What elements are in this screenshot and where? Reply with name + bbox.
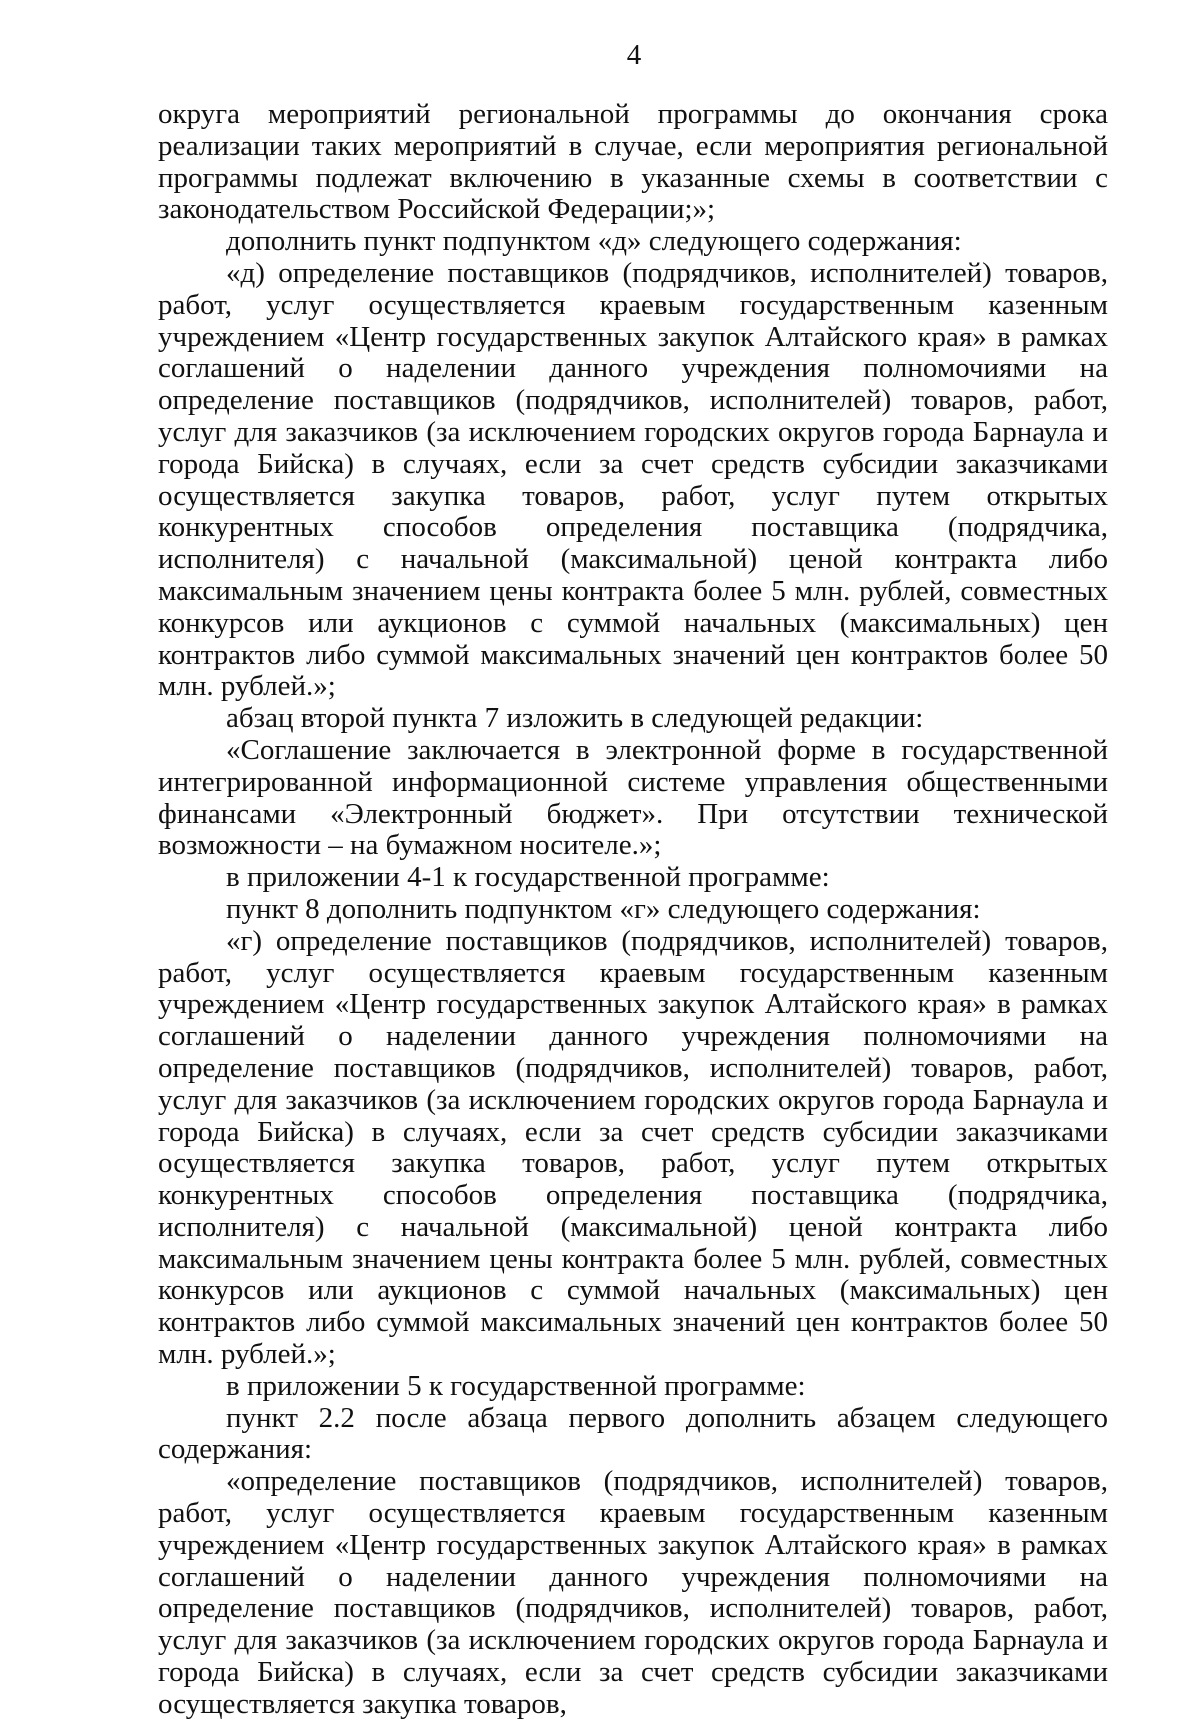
paragraph: в приложении 4-1 к государственной программе: [226, 861, 830, 894]
paragraph: абзац второй пункта 7 изложить в следующей редакции: [226, 702, 924, 735]
document-body [158, 99, 1108, 1721]
paragraph: округа мероприятий региональной программы до окончания срока реализации таких мероприятий в случае, если мероприятия региональной программы подлежат включению в указанные схемы в соответствии с законодательством Российской Федерации;»; [158, 98, 1108, 226]
paragraph: «определение поставщиков (подрядчиков, исполнителей) товаров, работ, услуг осуществляется краевым государственным казенным учреждением «Центр государственных закупок Алтайского края» в рамках соглашений о наделении данного учреждения полномочиями на определение поставщиков (подрядчиков, исполнителей) товаров, работ, услуг для заказчиков (за исключением городских округов города Барнаула и города Бийска) в случаях, если за счет средств субсидии заказчиками осуществляется закупка товаров, [158, 1465, 1108, 1720]
paragraph: «г) определение поставщиков (подрядчиков, исполнителей) товаров, работ, услуг осуществляется краевым государственным казенным учреждением «Центр государственных закупок Алтайского края» в рамках соглашений о наделении данного учреждения полномочиями на определение поставщиков (подрядчиков, исполнителей) товаров, работ, услуг для заказчиков (за исключением городских округов города Барнаула и города Бийска) в случаях, если за счет средств субсидии заказчиками осуществляется закупка товаров, работ, услуг путем открытых конкурентных способов определения поставщика (подрядчика, исполнителя) с начальной (максимальной) ценой контракта либо максимальным значением цены контракта более 5 млн. рублей, совместных конкурсов или аукционов с суммой начальных (максимальных) цен контрактов либо суммой максимальных значений цен контрактов более 50 млн. рублей.»; [158, 924, 1108, 1371]
paragraph: пункт 2.2 после абзаца первого дополнить абзацем следующего содержания: [158, 1401, 1108, 1466]
page-number: 4 [626, 39, 642, 71]
paragraph: «Соглашение заключается в электронной форме в государственной интегрированной информационной системе управления общественными финансами «Электронный бюджет». При отсутствии технической возможности – на бумажном носителе.»; [158, 733, 1108, 862]
paragraph: пункт 8 дополнить подпунктом «г» следующего содержания: [226, 892, 981, 925]
paragraph: в приложении 5 к государственной программе: [226, 1369, 806, 1402]
paragraph: «д) определение поставщиков (подрядчиков, исполнителей) товаров, работ, услуг осуществляется краевым государственным казенным учреждением «Центр государственных закупок Алтайского края» в рамках соглашений о наделении данного учреждения полномочиями на определение поставщиков (подрядчиков, исполнителей) товаров, работ, услуг для заказчиков (за исключением городских округов города Барнаула и города Бийска) в случаях, если за счет средств субсидии заказчиками осуществляется закупка товаров, работ, услуг путем открытых конкурентных способов определения поставщика (подрядчика, исполнителя) с начальной (максимальной) ценой контракта либо максимальным значением цены контракта более 5 млн. рублей, совместных конкурсов или аукционов с суммой начальных (максимальных) цен контрактов либо суммой максимальных значений цен контрактов более 50 млн. рублей.»; [158, 256, 1108, 703]
paragraph: дополнить пункт подпунктом «д» следующего содержания: [226, 225, 962, 258]
